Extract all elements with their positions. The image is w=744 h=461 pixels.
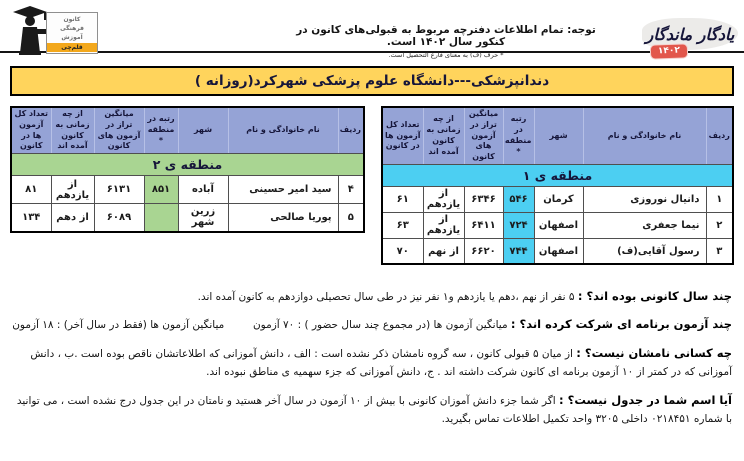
- cell-since: از یازدهم: [51, 176, 94, 204]
- region2-banner-row: [11, 154, 364, 176]
- region1-banner-row: [382, 164, 733, 186]
- header-note-main: توجه: تمام اطلاعات دفترچه مربوط به قبولی‌های کانون در کنکور سال ۱۴۰۲ است.: [296, 24, 596, 48]
- cell-city: اصفهان: [534, 238, 583, 264]
- cell-total: ۱۳۴: [11, 204, 51, 232]
- cell-no: ۱: [706, 186, 733, 212]
- cell-rank: ۷۴۴: [503, 238, 534, 264]
- cell-avg: ۶۳۴۶: [464, 186, 503, 212]
- table-header-row: [382, 107, 733, 164]
- table-row: [11, 204, 364, 232]
- cell-avg: ۶۰۸۹: [94, 204, 144, 232]
- graduate-icon: [10, 3, 50, 55]
- header-note-sub: * حرف (ف) به معنای فارغ التحصیل است.: [388, 51, 504, 59]
- footnote-text: ۵ نفر از نهم ،دهم یا یازدهم و۱ نفر نیز در طی سال تحصیلی دوازدهم به کانون آمده اند.: [197, 291, 575, 303]
- cell-total: ۷۰: [382, 238, 423, 264]
- logo-line-highlight: قلم‌چی: [47, 43, 97, 52]
- header-cell-city: شهر: [178, 107, 228, 154]
- cell-no: ۳: [706, 238, 733, 264]
- logo-line: فرهنگی: [60, 25, 84, 32]
- header-cell-rank: رتبه در منطقه *: [503, 107, 534, 164]
- cell-rank: ۸۵۱: [144, 176, 178, 204]
- cell-since: از یازدهم: [423, 186, 464, 212]
- footnote-text: از میان ۵ قبولی کانون ، سه گروه نامشان ذکر نشده است : الف ، دانش آموزانی که اطلاعاتشان ناقص بوده است .ب ، دانش آموزانی که در کمتر از ۱۰ آزمون برنامه ای کانون شرکت داشته اند . ج، دانش آموزانی که جزء سهمیه ی مناطق نبوده اند.: [30, 347, 732, 379]
- cell-city: اصفهان: [534, 212, 583, 238]
- header-cell-since: از چه زمانی به کانون آمده اند: [51, 107, 94, 154]
- header-cell-no: ردیف: [338, 107, 364, 154]
- footnote: [12, 286, 732, 306]
- cell-city: کرمان: [534, 186, 583, 212]
- cell-avg: ۶۱۳۱: [94, 176, 144, 204]
- region2-banner: منطقه ی ۲: [11, 154, 364, 176]
- footnote-label: آیا اسم شما در جدول نیست؟ :: [559, 392, 732, 407]
- header-cell-rank: رتبه در منطقه *: [144, 107, 178, 154]
- cell-since: از یازدهم: [423, 212, 464, 238]
- footnote-text: میانگین آزمون ها (در مجموع چند سال حضور ) : ۷۰ آزمون: [252, 319, 508, 332]
- cell-rank: [144, 204, 178, 232]
- header-cell-avg: میانگین تراز در آزمون های کانون: [94, 107, 144, 154]
- footnote: [12, 314, 732, 334]
- header-cell-total: تعداد کل آزمون ها در کانون: [11, 107, 51, 154]
- region1-banner: منطقه ی ۱: [382, 164, 733, 186]
- region2-table: [10, 106, 365, 233]
- header-cell-no: ردیف: [706, 107, 733, 164]
- cell-avg: ۶۶۲۰: [464, 238, 503, 264]
- table-row: [382, 186, 733, 212]
- table-row: [11, 176, 364, 204]
- cell-avg: ۶۴۱۱: [464, 212, 503, 238]
- header-cell-since: از چه زمانی به کانون آمده اند: [423, 107, 464, 164]
- logo-line: آموزش: [61, 34, 83, 41]
- cell-since: از دهم: [51, 204, 94, 232]
- cell-no: ۲: [706, 212, 733, 238]
- cell-total: ۶۳: [382, 212, 423, 238]
- page-title-bar: [10, 66, 734, 96]
- header-cell-total: تعداد کل آزمون ها در کانون: [382, 107, 423, 164]
- region1-table: [381, 106, 734, 265]
- page-title: دندانپزشکی---دانشگاه علوم پزشکی شهرکرد(روزانه ): [194, 73, 550, 89]
- logo-sign: [46, 12, 98, 54]
- cell-since: از نهم: [423, 238, 464, 264]
- cell-no: ۴: [338, 176, 364, 204]
- footnote-text: میانگین آزمون ها (فقط در سال آخر) : ۱۸ آزمون: [12, 319, 225, 332]
- cell-name: نیما جعفری: [583, 212, 706, 238]
- footnote: [12, 390, 732, 429]
- cell-city: زرین شهر: [178, 204, 228, 232]
- footnote-label: چند سال کانونی بوده اند؟ :: [577, 289, 732, 303]
- table-row: [382, 238, 733, 264]
- footnote-text: اگر شما جزء دانش آموزان کانونی با بیش از ۱۰ آزمون در سال آخر هستید و نامتان در این جدول درج نشده است ، می توانید با شماره ۰۲۱۸۴۵۱ داخلی ۳۲۰۵ واحد تکمیل اطلاعات تماس بگیرید.: [16, 394, 732, 425]
- footnotes: [12, 286, 732, 436]
- logo-line: کانون: [63, 16, 81, 23]
- cell-total: ۸۱: [11, 176, 51, 204]
- cell-name: رسول آقایی(ف): [583, 238, 706, 264]
- cell-name: دانیال نوروزی: [583, 186, 706, 212]
- kanoon-logo: [10, 3, 110, 55]
- table-header-row: [11, 107, 364, 154]
- cell-name: سید امیر حسینی: [228, 176, 338, 204]
- cell-name: پوریا صالحی: [228, 204, 338, 232]
- header-cell-name: نام خانوادگی و نام: [228, 107, 338, 154]
- table-row: [382, 212, 733, 238]
- cell-rank: ۵۴۶: [503, 186, 534, 212]
- header-note: [296, 24, 596, 59]
- header-cell-name: نام خانوادگی و نام: [583, 107, 706, 164]
- cell-no: ۵: [338, 204, 364, 232]
- cell-city: آباده: [178, 176, 228, 204]
- footnote-label: چه کسانی نامشان نیست؟ :: [576, 345, 732, 360]
- cell-total: ۶۱: [382, 186, 423, 212]
- header-cell-city: شهر: [534, 107, 583, 164]
- footnote: [12, 343, 732, 382]
- header-cell-avg: میانگین تراز در آزمون های کانون: [464, 107, 503, 164]
- brand-calligraphy: یادگار ماندگار: [645, 24, 735, 44]
- cell-rank: ۷۲۴: [503, 212, 534, 238]
- year-badge: ۱۴۰۲: [650, 43, 688, 59]
- footnote-label: چند آزمون برنامه ای شرکت کرده اند؟ :: [510, 317, 732, 332]
